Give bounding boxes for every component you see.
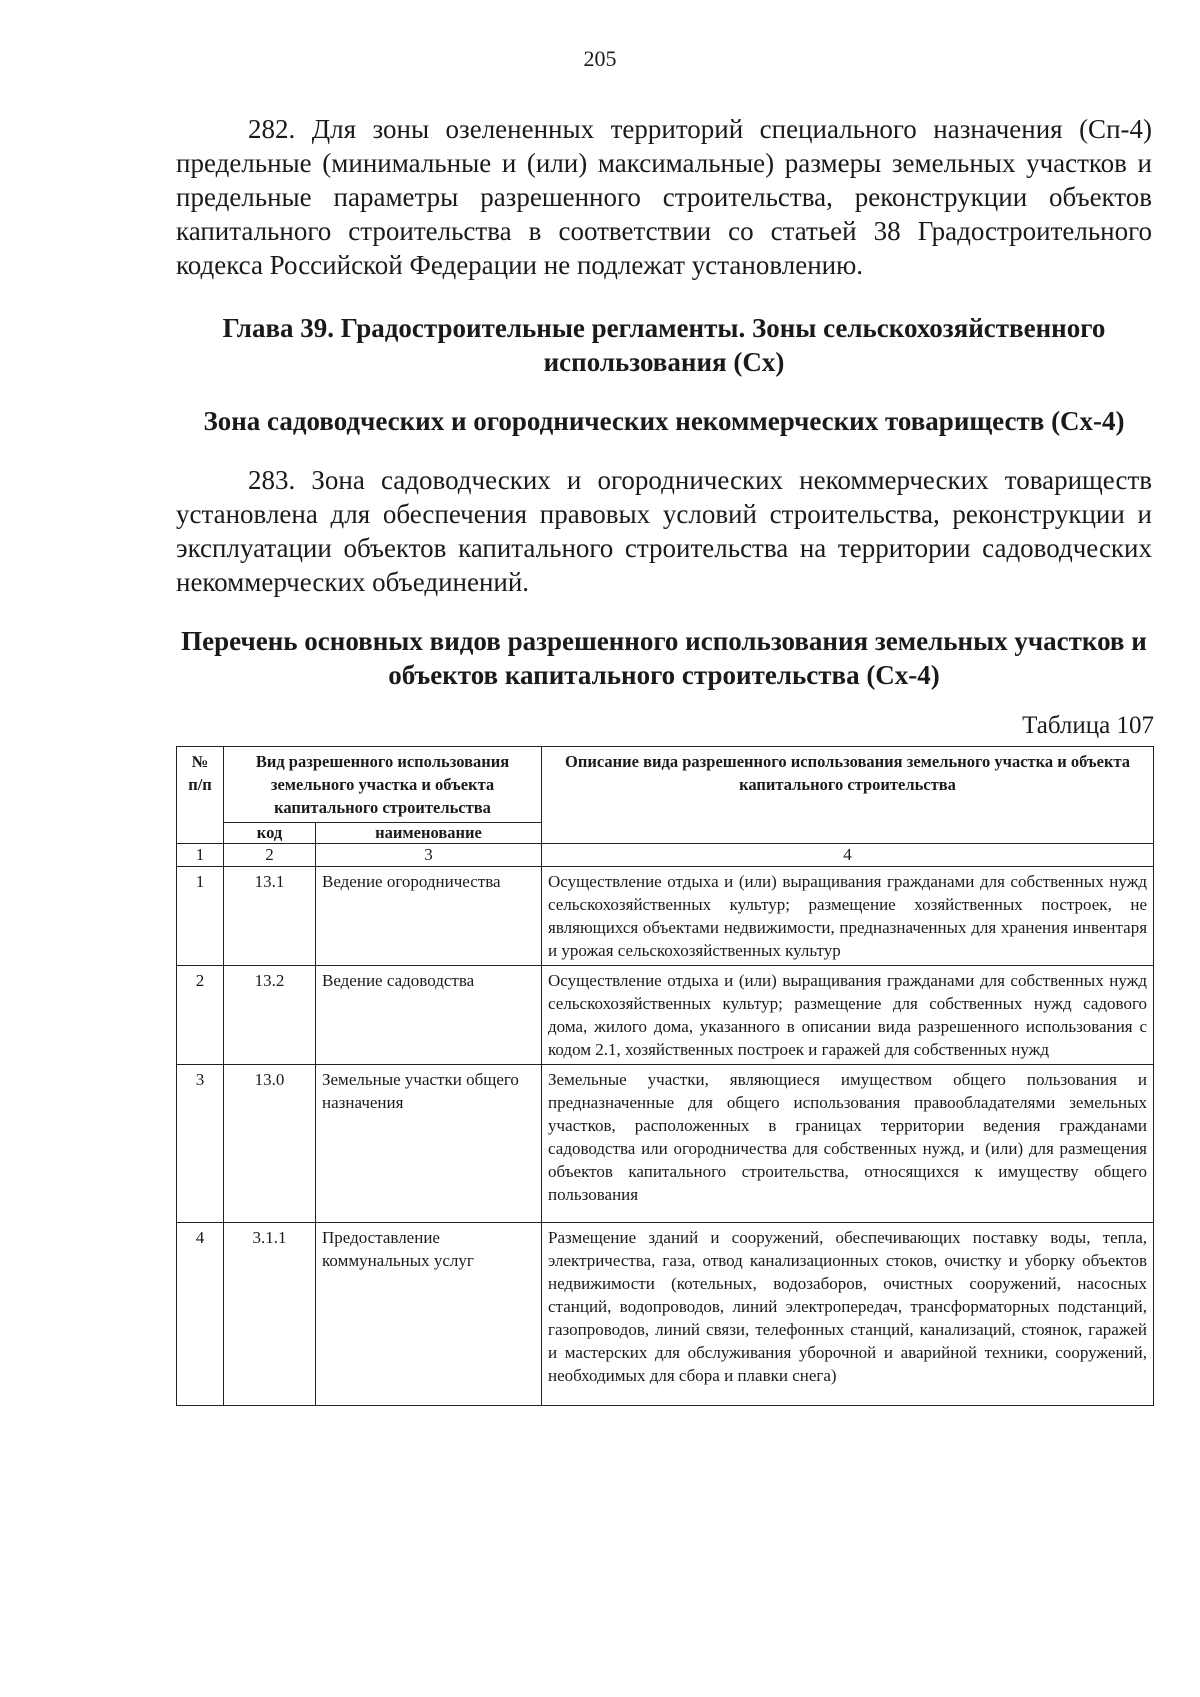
row-code: 13.2 <box>224 966 316 1065</box>
row-code: 3.1.1 <box>224 1223 316 1406</box>
page-number: 205 <box>583 46 617 71</box>
permitted-use-table <box>176 746 1154 1406</box>
row-description: Земельные участки, являющиеся имуществом общего пользования и предназначенные для общего использования правообладателями земельных участков, расположенных в границах территории ведения гражданами садоводства или огородничества для собственных нужд, и (или) для размещения объектов капитального строительства, относящихся к имуществу общего пользования <box>542 1065 1154 1223</box>
table-caption: Таблица 107 <box>1022 712 1154 739</box>
row-description: Осуществление отдыха и (или) выращивания гражданами для собственных нужд сельскохозяйственных культур; размещение хозяйственных построек, не являющихся объектами недвижимости, предназначенных для хранения инвентаря и урожая сельскохозяйственных культур <box>542 867 1154 966</box>
column-number: 4 <box>542 844 1154 867</box>
row-number: 1 <box>177 867 224 966</box>
column-number: 1 <box>177 844 224 867</box>
table-row <box>177 966 1154 1065</box>
column-number-row <box>177 844 1154 867</box>
zone-heading: Зона садоводческих и огороднических некоммерческих товариществ (Сх-4) <box>203 406 1125 436</box>
header-kind: Вид разрешенного использования земельного участка и объекта капитального строительства <box>224 747 542 823</box>
table-row <box>177 867 1154 966</box>
header-name: наименование <box>316 823 542 844</box>
row-code: 13.1 <box>224 867 316 966</box>
table-header-row <box>177 747 1154 823</box>
row-name: Предоставление коммунальных услуг <box>316 1223 542 1406</box>
row-name: Земельные участки общего назначения <box>316 1065 542 1223</box>
row-name: Ведение огородничества <box>316 867 542 966</box>
paragraph-282: 282. Для зоны озелененных территорий специального назначения (Сп-4) предельные (минимальные и (или) максимальные) размеры земельных участков и предельные параметры разрешенного строительства, реконструкции объектов капитального строительства в соответствии со статьей 38 Градостроительного кодекса Российской Федерации не подлежат установлению. <box>176 114 1152 280</box>
chapter-heading: Глава 39. Градостроительные регламенты. Зоны сельскохозяйственного использования (Сх) <box>222 313 1106 377</box>
row-name: Ведение садоводства <box>316 966 542 1065</box>
header-description: Описание вида разрешенного использования земельного участка и объекта капитального строительства <box>542 747 1154 844</box>
row-description: Размещение зданий и сооружений, обеспечивающих поставку воды, тепла, электричества, газа, отвод канализационных стоков, очистку и уборку объектов недвижимости (котельных, водозаборов, очистных сооружений, насосных станций, водопроводов, линий электропередач, трансформаторных подстанций, газопроводов, линий связи, телефонных станций, канализаций, стоянок, гаражей и мастерских для обслуживания уборочной и аварийной техники, сооружений, необходимых для сбора и плавки снега) <box>542 1223 1154 1406</box>
header-code: код <box>224 823 316 844</box>
row-number: 3 <box>177 1065 224 1223</box>
header-number: № п/п <box>177 747 224 844</box>
row-code: 13.0 <box>224 1065 316 1223</box>
column-number: 2 <box>224 844 316 867</box>
list-heading: Перечень основных видов разрешенного использования земельных участков и объектов капитального строительства (Сх-4) <box>181 626 1147 690</box>
column-number: 3 <box>316 844 542 867</box>
table-row <box>177 1223 1154 1406</box>
paragraph-283: 283. Зона садоводческих и огороднических некоммерческих товариществ установлена для обеспечения правовых условий строительства, реконструкции и эксплуатации объектов капитального строительства на территории садоводческих некоммерческих объединений. <box>176 465 1152 597</box>
row-number: 2 <box>177 966 224 1065</box>
row-number: 4 <box>177 1223 224 1406</box>
table-row <box>177 1065 1154 1223</box>
row-description: Осуществление отдыха и (или) выращивания гражданами для собственных нужд сельскохозяйственных культур; размещение для собственных нужд садового дома, жилого дома, указанного в описании вида разрешенного использования с кодом 2.1, хозяйственных построек и гаражей для собственных нужд <box>542 966 1154 1065</box>
